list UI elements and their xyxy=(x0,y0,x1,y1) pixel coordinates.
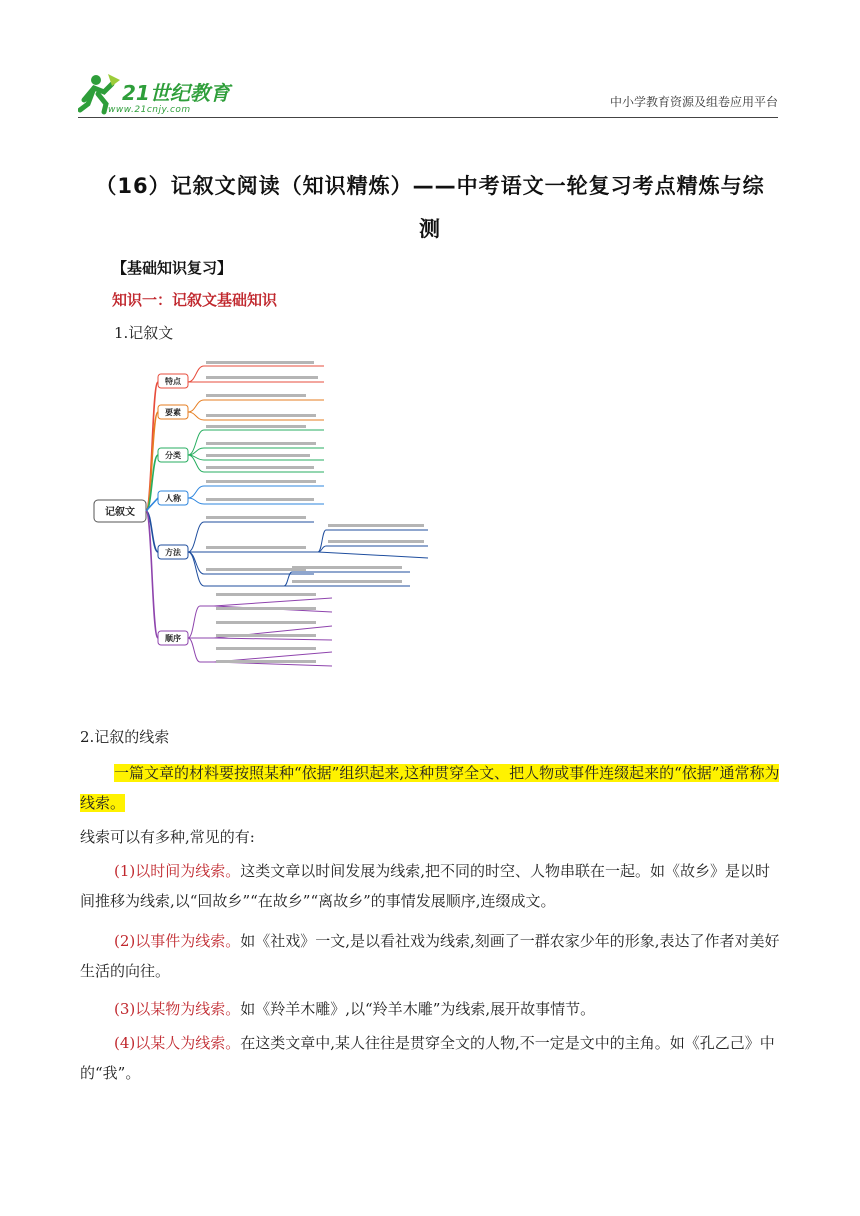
mindmap-branch-6: 顺序 xyxy=(165,634,181,643)
clue-intro: 线索可以有多种,常见的有: xyxy=(80,828,255,846)
clue-definition-highlight: 一篇文章的材料要按照某种“依据”组织起来,这种贯穿全文、把人物或事件连缀起来的“依据”通常称为线索。 xyxy=(80,764,780,812)
clue-definition xyxy=(80,758,782,818)
logo xyxy=(78,70,238,116)
mindmap-branch-4: 人称 xyxy=(165,494,181,503)
clue-item-2-text: 如《社戏》一文,是以看社戏为线索,刻画了一群农家少年的形象,表达了作者对美好生活的向往。 xyxy=(80,932,780,980)
header-divider xyxy=(78,117,778,118)
item-heading-1: 1.记叙文 xyxy=(114,324,174,342)
platform-name: 中小学教育资源及组卷应用平台 xyxy=(609,95,778,109)
clue-item-3 xyxy=(80,994,782,1024)
clue-item-1-label: (1)以时间为线索。 xyxy=(114,862,241,880)
clue-item-3-label: (3)以某物为线索。 xyxy=(114,1000,241,1018)
mindmap-branch-1: 特点 xyxy=(165,377,181,386)
svg-text:www.21cnjy.com: www.21cnjy.com xyxy=(108,105,191,115)
clue-item-2-label: (2)以事件为线索。 xyxy=(114,932,241,950)
narrative-mindmap xyxy=(92,360,434,672)
page-header xyxy=(78,70,778,116)
mindmap-branch-3: 分类 xyxy=(165,451,181,460)
clue-item-4-text: 在这类文章中,某人往往是贯穿全文的人物,不一定是文中的主角。如《孔乙己》中的“我”。 xyxy=(80,1034,775,1082)
clue-item-4 xyxy=(80,1028,782,1088)
svg-text:21世纪教育: 21世纪教育 xyxy=(122,81,230,105)
clue-item-3-text: 如《羚羊木雕》,以“羚羊木雕”为线索,展开故事情节。 xyxy=(240,1000,596,1018)
clue-item-2 xyxy=(80,926,782,986)
clue-item-4-label: (4)以某人为线索。 xyxy=(114,1034,241,1052)
clue-item-1 xyxy=(80,856,782,916)
page-title-line1: （16）记叙文阅读（知识精炼）——中考语文一轮复习考点精炼与综 xyxy=(95,174,765,198)
clue-item-1-text: 这类文章以时间发展为线索,把不同的时空、人物串联在一起。如《故乡》是以时间推移为线索,以“回故乡”“在故乡”“离故乡”的事情发展顺序,连缀成文。 xyxy=(80,862,771,910)
section-knowledge1: 知识一：记叙文基础知识 xyxy=(112,291,278,309)
page-title-line2: 测 xyxy=(419,217,441,241)
mindmap-branch-2: 要素 xyxy=(165,408,181,417)
mindmap-branch-5: 方法 xyxy=(165,548,181,557)
item-heading-2: 2.记叙的线索 xyxy=(80,728,170,746)
section-basic-review: 【基础知识复习】 xyxy=(112,259,233,277)
mindmap-root: 记叙文 xyxy=(105,507,135,518)
